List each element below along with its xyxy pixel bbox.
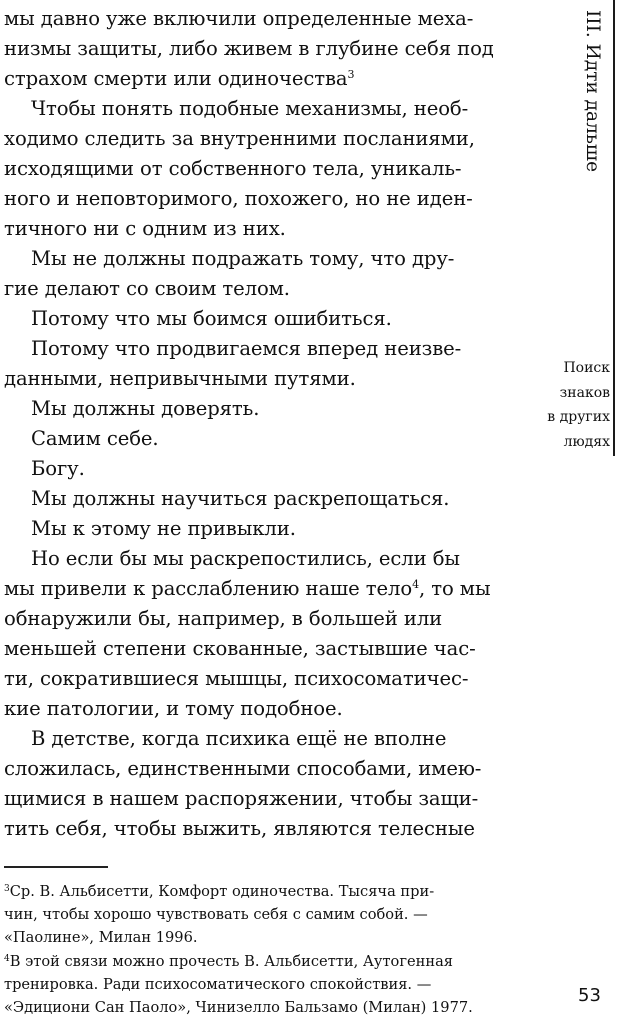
text-line: щимися в нашем распоряжении, чтобы защи-: [4, 787, 479, 810]
text-line: Потому что продвигаемся вперед неизве-: [31, 337, 462, 360]
text-line: Мы к этому не привыкли.: [31, 517, 296, 540]
text-line: Мы должны доверять.: [31, 397, 260, 420]
text-line: Богу.: [31, 457, 85, 480]
footnote-rule: [4, 866, 108, 868]
text-line: [4, 64, 354, 94]
footnote-ref-3: 3: [347, 68, 355, 81]
text-line: Но если бы мы раскрепостились, если бы: [31, 547, 460, 570]
footnote-line: чин, чтобы хорошо чувствовать себя с самим собой. —: [4, 906, 428, 923]
footnote-line: [4, 950, 464, 974]
footnote-line: «Паолине», Милан 1996.: [4, 929, 198, 946]
text-line: обнаружили бы, например, в большей или: [4, 607, 443, 630]
text-line: тить себя, чтобы выжить, являются телесные: [4, 817, 475, 840]
text-span: мы привели к расслаблению наше тело: [4, 577, 413, 600]
page-number: 53: [578, 985, 601, 1006]
text-span: Ср. В. Альбисетти, Комфорт одиночества. Тысяча при-: [9, 883, 435, 900]
footnote-line: [4, 880, 464, 904]
text-line: Мы должны научиться раскрепощаться.: [31, 487, 450, 510]
footnote-mark-4: 4: [4, 954, 10, 964]
side-note-line: людях: [563, 433, 610, 450]
side-note-line: знаков: [559, 384, 610, 401]
text-line: В детстве, когда психика ещё не вполне: [31, 727, 447, 750]
footnote-line: «Эдициони Сан Паоло», Чинизелло Бальзамо (Милан) 1977.: [4, 999, 473, 1016]
side-note-line: Поиск: [563, 360, 610, 376]
text-span: страхом смерти или одиночества: [4, 67, 348, 90]
text-line: данными, непривычными путями.: [4, 367, 356, 390]
side-note: [470, 356, 610, 454]
text-line: [4, 574, 490, 604]
text-line: ного и неповторимого, похожего, но не иден-: [4, 187, 473, 210]
text-line: исходящими от собственного тела, уникаль-: [4, 157, 462, 180]
running-head-text: III. Идти дальше: [582, 10, 603, 173]
footnote-ref-4: 4: [412, 578, 419, 591]
text-span: , то мы: [418, 577, 491, 600]
text-line: мы давно уже включили определенные меха-: [4, 7, 474, 30]
text-line: Самим себе.: [31, 427, 159, 450]
text-line: кие патологии, и тому подобное.: [4, 697, 343, 720]
text-line: гие делают со своим телом.: [4, 277, 290, 300]
text-line: меньшей степени скованные, застывшие час-: [4, 637, 476, 660]
text-line: ходимо следить за внутренними посланиями,: [4, 127, 475, 150]
text-line: тичного ни с одним из них.: [4, 217, 286, 240]
text-line: сложилась, единственными способами, имею-: [4, 757, 482, 780]
running-head: [578, 10, 606, 185]
text-line: ти, сократившиеся мышцы, психосоматичес-: [4, 667, 469, 690]
footnote-line: тренировка. Ради психосоматического спокойствия. —: [4, 976, 432, 993]
text-line: Чтобы понять подобные механизмы, необ-: [31, 97, 469, 120]
side-note-line: в других: [547, 409, 610, 425]
footnote-mark-3: 3: [4, 884, 10, 894]
text-line: Мы не должны подражать тому, что дру-: [31, 247, 455, 270]
text-line: низмы защиты, либо живем в глубине себя под: [4, 37, 494, 60]
margin-rule: [613, 0, 615, 456]
text-line: Потому что мы боимся ошибиться.: [31, 307, 392, 330]
text-span: В этой связи можно прочесть В. Альбисетти, Аутогенная: [9, 953, 453, 970]
